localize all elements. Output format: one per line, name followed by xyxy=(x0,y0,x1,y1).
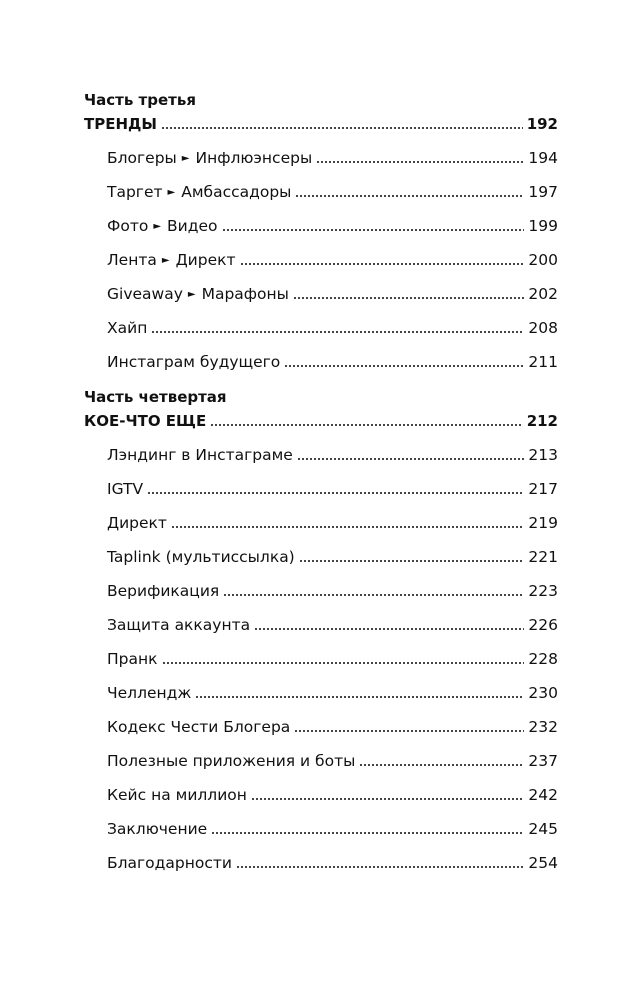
toc-entry[interactable] xyxy=(107,318,558,338)
toc-entry-title-to: Марафоны xyxy=(201,285,289,303)
toc-page-number: 232 xyxy=(528,718,558,736)
toc-entry-title: Хайп xyxy=(107,319,148,337)
toc-entry[interactable] xyxy=(107,819,558,839)
toc-entry[interactable] xyxy=(107,581,558,601)
toc-page-number: 199 xyxy=(528,217,558,235)
toc-entry-title: Директ xyxy=(107,514,167,532)
toc-entry[interactable] xyxy=(107,717,558,737)
dot-leader xyxy=(297,445,525,465)
dot-leader xyxy=(359,751,524,771)
toc-page-number: 194 xyxy=(528,149,558,167)
toc-entry-title xyxy=(107,148,316,168)
toc-entry[interactable] xyxy=(107,148,558,168)
toc-entry-title xyxy=(107,250,240,270)
dot-leader xyxy=(171,513,524,533)
toc-entry-title-from: Таргет xyxy=(107,183,163,201)
toc-page-number: 197 xyxy=(528,183,558,201)
dot-leader xyxy=(223,581,524,601)
toc-entry-title-from: Блогеры xyxy=(107,149,177,167)
toc-page-number: 217 xyxy=(528,480,558,498)
dot-leader xyxy=(316,148,524,168)
toc-page-number: 219 xyxy=(528,514,558,532)
right-triangle-arrow-icon: ► xyxy=(181,153,190,164)
part-three-label: Часть третья xyxy=(84,91,196,109)
right-triangle-arrow-icon: ► xyxy=(161,255,170,266)
toc-entry[interactable] xyxy=(107,182,558,202)
toc-page-number: 192 xyxy=(526,115,558,133)
dot-leader xyxy=(293,284,525,304)
toc-page-number: 237 xyxy=(528,752,558,770)
toc-entry[interactable] xyxy=(107,445,558,465)
toc-entry-title: Челлендж xyxy=(107,684,192,702)
dot-leader xyxy=(299,547,525,567)
toc-heading-something-else[interactable] xyxy=(84,411,558,431)
toc-entry-title: Лэндинг в Инстаграме xyxy=(107,446,293,464)
dot-leader xyxy=(294,717,524,737)
toc-entry[interactable] xyxy=(107,853,558,873)
dot-leader xyxy=(236,853,524,873)
toc-page-number: 230 xyxy=(528,684,558,702)
dot-leader xyxy=(195,683,524,703)
toc-entry[interactable] xyxy=(107,751,558,771)
dot-leader xyxy=(210,411,522,431)
toc-entry-title: Полезные приложения и боты xyxy=(107,752,356,770)
toc-entry-title: Пранк xyxy=(107,650,158,668)
toc-entry-title: Защита аккаунта xyxy=(107,616,251,634)
dot-leader xyxy=(161,114,523,134)
dot-leader xyxy=(240,250,525,270)
toc-entry-title-to: Директ xyxy=(175,251,236,269)
toc-entry-title: Заключение xyxy=(107,820,208,838)
toc-entry-title-to: Инфлюэнсеры xyxy=(195,149,313,167)
dot-leader xyxy=(254,615,524,635)
toc-entry-title: Благодарности xyxy=(107,854,232,872)
toc-page-number: 228 xyxy=(528,650,558,668)
toc-entry[interactable] xyxy=(107,284,558,304)
toc-page-number: 226 xyxy=(528,616,558,634)
toc-entry-title-from: Giveaway xyxy=(107,285,183,303)
right-triangle-arrow-icon: ► xyxy=(167,187,176,198)
toc-entry-title-to: Амбассадоры xyxy=(181,183,292,201)
toc-page-number: 200 xyxy=(528,251,558,269)
toc-entry[interactable] xyxy=(107,615,558,635)
right-triangle-arrow-icon: ► xyxy=(153,221,162,232)
toc-entry-title: Taplink (мультиссылка) xyxy=(107,548,295,566)
toc-page-number: 223 xyxy=(528,582,558,600)
toc-entry-title: Кодекс Чести Блогера xyxy=(107,718,291,736)
toc-entry[interactable] xyxy=(107,547,558,567)
toc-entry[interactable] xyxy=(107,649,558,669)
dot-leader xyxy=(251,785,525,805)
dot-leader xyxy=(295,182,524,202)
toc-page-number: 245 xyxy=(528,820,558,838)
dot-leader xyxy=(162,649,525,669)
toc-entry-title xyxy=(107,284,293,304)
toc-page-number: 202 xyxy=(528,285,558,303)
toc-entry-title-to: Видео xyxy=(167,217,218,235)
dot-leader xyxy=(147,479,524,499)
toc-entry-title: Кейс на миллион xyxy=(107,786,247,804)
toc-entry-title xyxy=(107,182,295,202)
toc-entry[interactable] xyxy=(107,216,558,236)
toc-entry[interactable] xyxy=(107,250,558,270)
toc-page-number: 212 xyxy=(526,412,558,430)
toc-entry-title-from: Лента xyxy=(107,251,157,269)
toc-page-number: 208 xyxy=(528,319,558,337)
toc-entry-title xyxy=(107,216,222,236)
dot-leader xyxy=(222,216,525,236)
dot-leader xyxy=(211,819,524,839)
toc-entry-title: Инстаграм будущего xyxy=(107,353,281,371)
toc-page-number: 254 xyxy=(528,854,558,872)
toc-entry-title-from: Фото xyxy=(107,217,149,235)
toc-page-number: 211 xyxy=(528,353,558,371)
toc-page-number: 221 xyxy=(528,548,558,566)
toc-page-number: 213 xyxy=(528,446,558,464)
toc-entry[interactable] xyxy=(107,683,558,703)
toc-entry[interactable] xyxy=(107,785,558,805)
toc-entry-title: IGTV xyxy=(107,480,144,498)
toc-entry[interactable] xyxy=(107,352,558,372)
toc-entry-title: Верификация xyxy=(107,582,220,600)
toc-entry[interactable] xyxy=(107,513,558,533)
right-triangle-arrow-icon: ► xyxy=(187,289,196,300)
toc-entry[interactable] xyxy=(107,479,558,499)
dot-leader xyxy=(284,352,524,372)
toc-heading-trends[interactable] xyxy=(84,114,558,134)
toc-heading-title: КОЕ-ЧТО ЕЩЕ xyxy=(84,412,207,430)
toc-heading-title: ТРЕНДЫ xyxy=(84,115,157,133)
dot-leader xyxy=(151,318,524,338)
toc-page-number: 242 xyxy=(528,786,558,804)
part-four-label: Часть четвертая xyxy=(84,388,227,406)
